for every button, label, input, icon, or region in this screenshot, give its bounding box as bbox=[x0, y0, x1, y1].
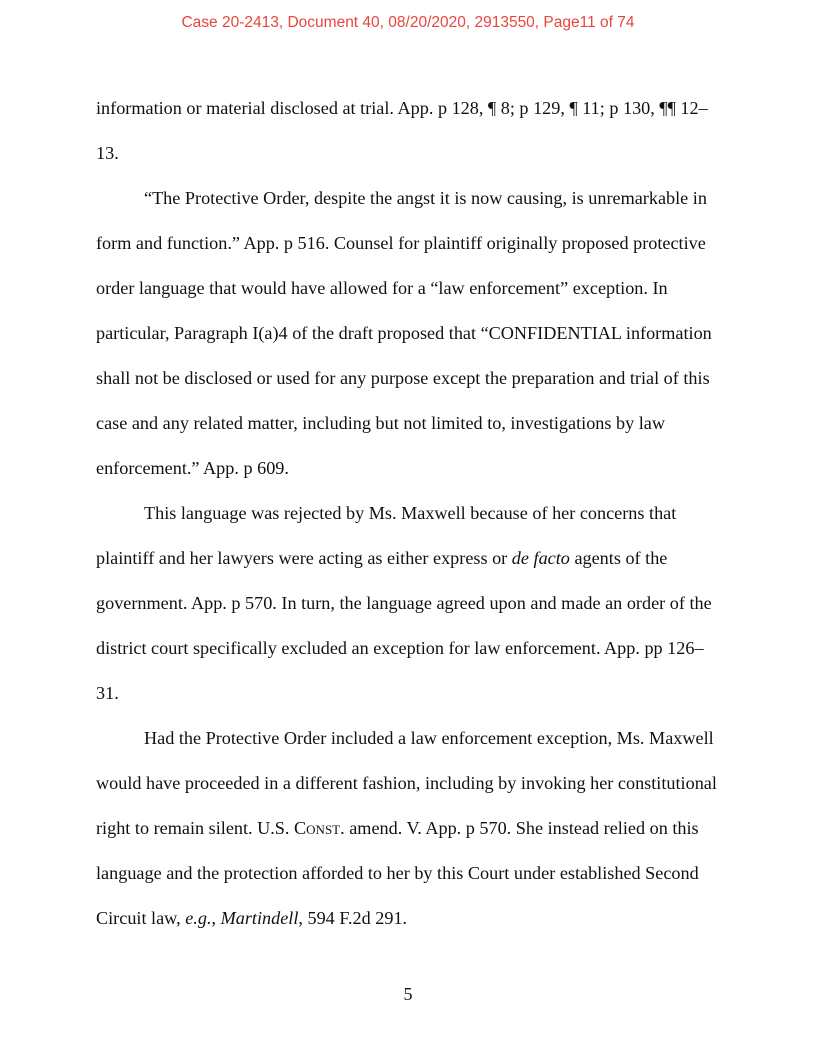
text-segment: agents of the government. App. p 570. In turn, the language agreed upon and made an order of the district court specifically excluded an exception for law enforcement. App. pp 126–31. bbox=[96, 548, 712, 703]
text-segment: , 594 F.2d 291. bbox=[298, 908, 408, 928]
case-header: Case 20-2413, Document 40, 08/20/2020, 2913550, Page11 of 74 bbox=[181, 14, 635, 31]
page-number: 5 bbox=[403, 984, 413, 1004]
text-segment: This language was rejected by Ms. Maxwell because of her concerns that plaintiff and her lawyers were acting as either express or bbox=[96, 503, 677, 568]
paragraph-rejected-language bbox=[96, 491, 726, 716]
paragraph-continued: information or material disclosed at trial. App. p 128, ¶ 8; p 129, ¶ 11; p 130, ¶¶ 12–13. bbox=[96, 98, 708, 163]
italic-eg: e.g. bbox=[185, 908, 212, 928]
paragraph-exception bbox=[96, 716, 726, 941]
italic-case-name: Martindell bbox=[220, 908, 299, 928]
italic-term: de facto bbox=[511, 548, 570, 568]
text-segment: , bbox=[211, 908, 221, 928]
document-body bbox=[96, 86, 726, 941]
text-segment: . amend. V. App. p 570. She instead relied on this language and the protection afforded to her by this Court under established Second Circuit law, bbox=[96, 818, 699, 928]
text-segment: Had the Protective Order included a law enforcement exception, Ms. Maxwell would have proceeded in a different fashion, including by invoking her constitutional right to remain silent. U.S. bbox=[96, 728, 717, 838]
paragraph-protective-order: “The Protective Order, despite the angst it is now causing, is unremarkable in form and function.” App. p 516. Counsel for plaintiff originally proposed protective order language that would have allowed for a “law enforcement” exception. In particular, Paragraph I(a)4 of the draft proposed that “CONFIDENTIAL information shall not be disclosed or used for any purpose except the preparation and trial of this case and any related matter, including but not limited to, investigations by law enforcement.” App. p 609. bbox=[96, 188, 712, 478]
smallcaps-const: Const bbox=[294, 818, 341, 838]
